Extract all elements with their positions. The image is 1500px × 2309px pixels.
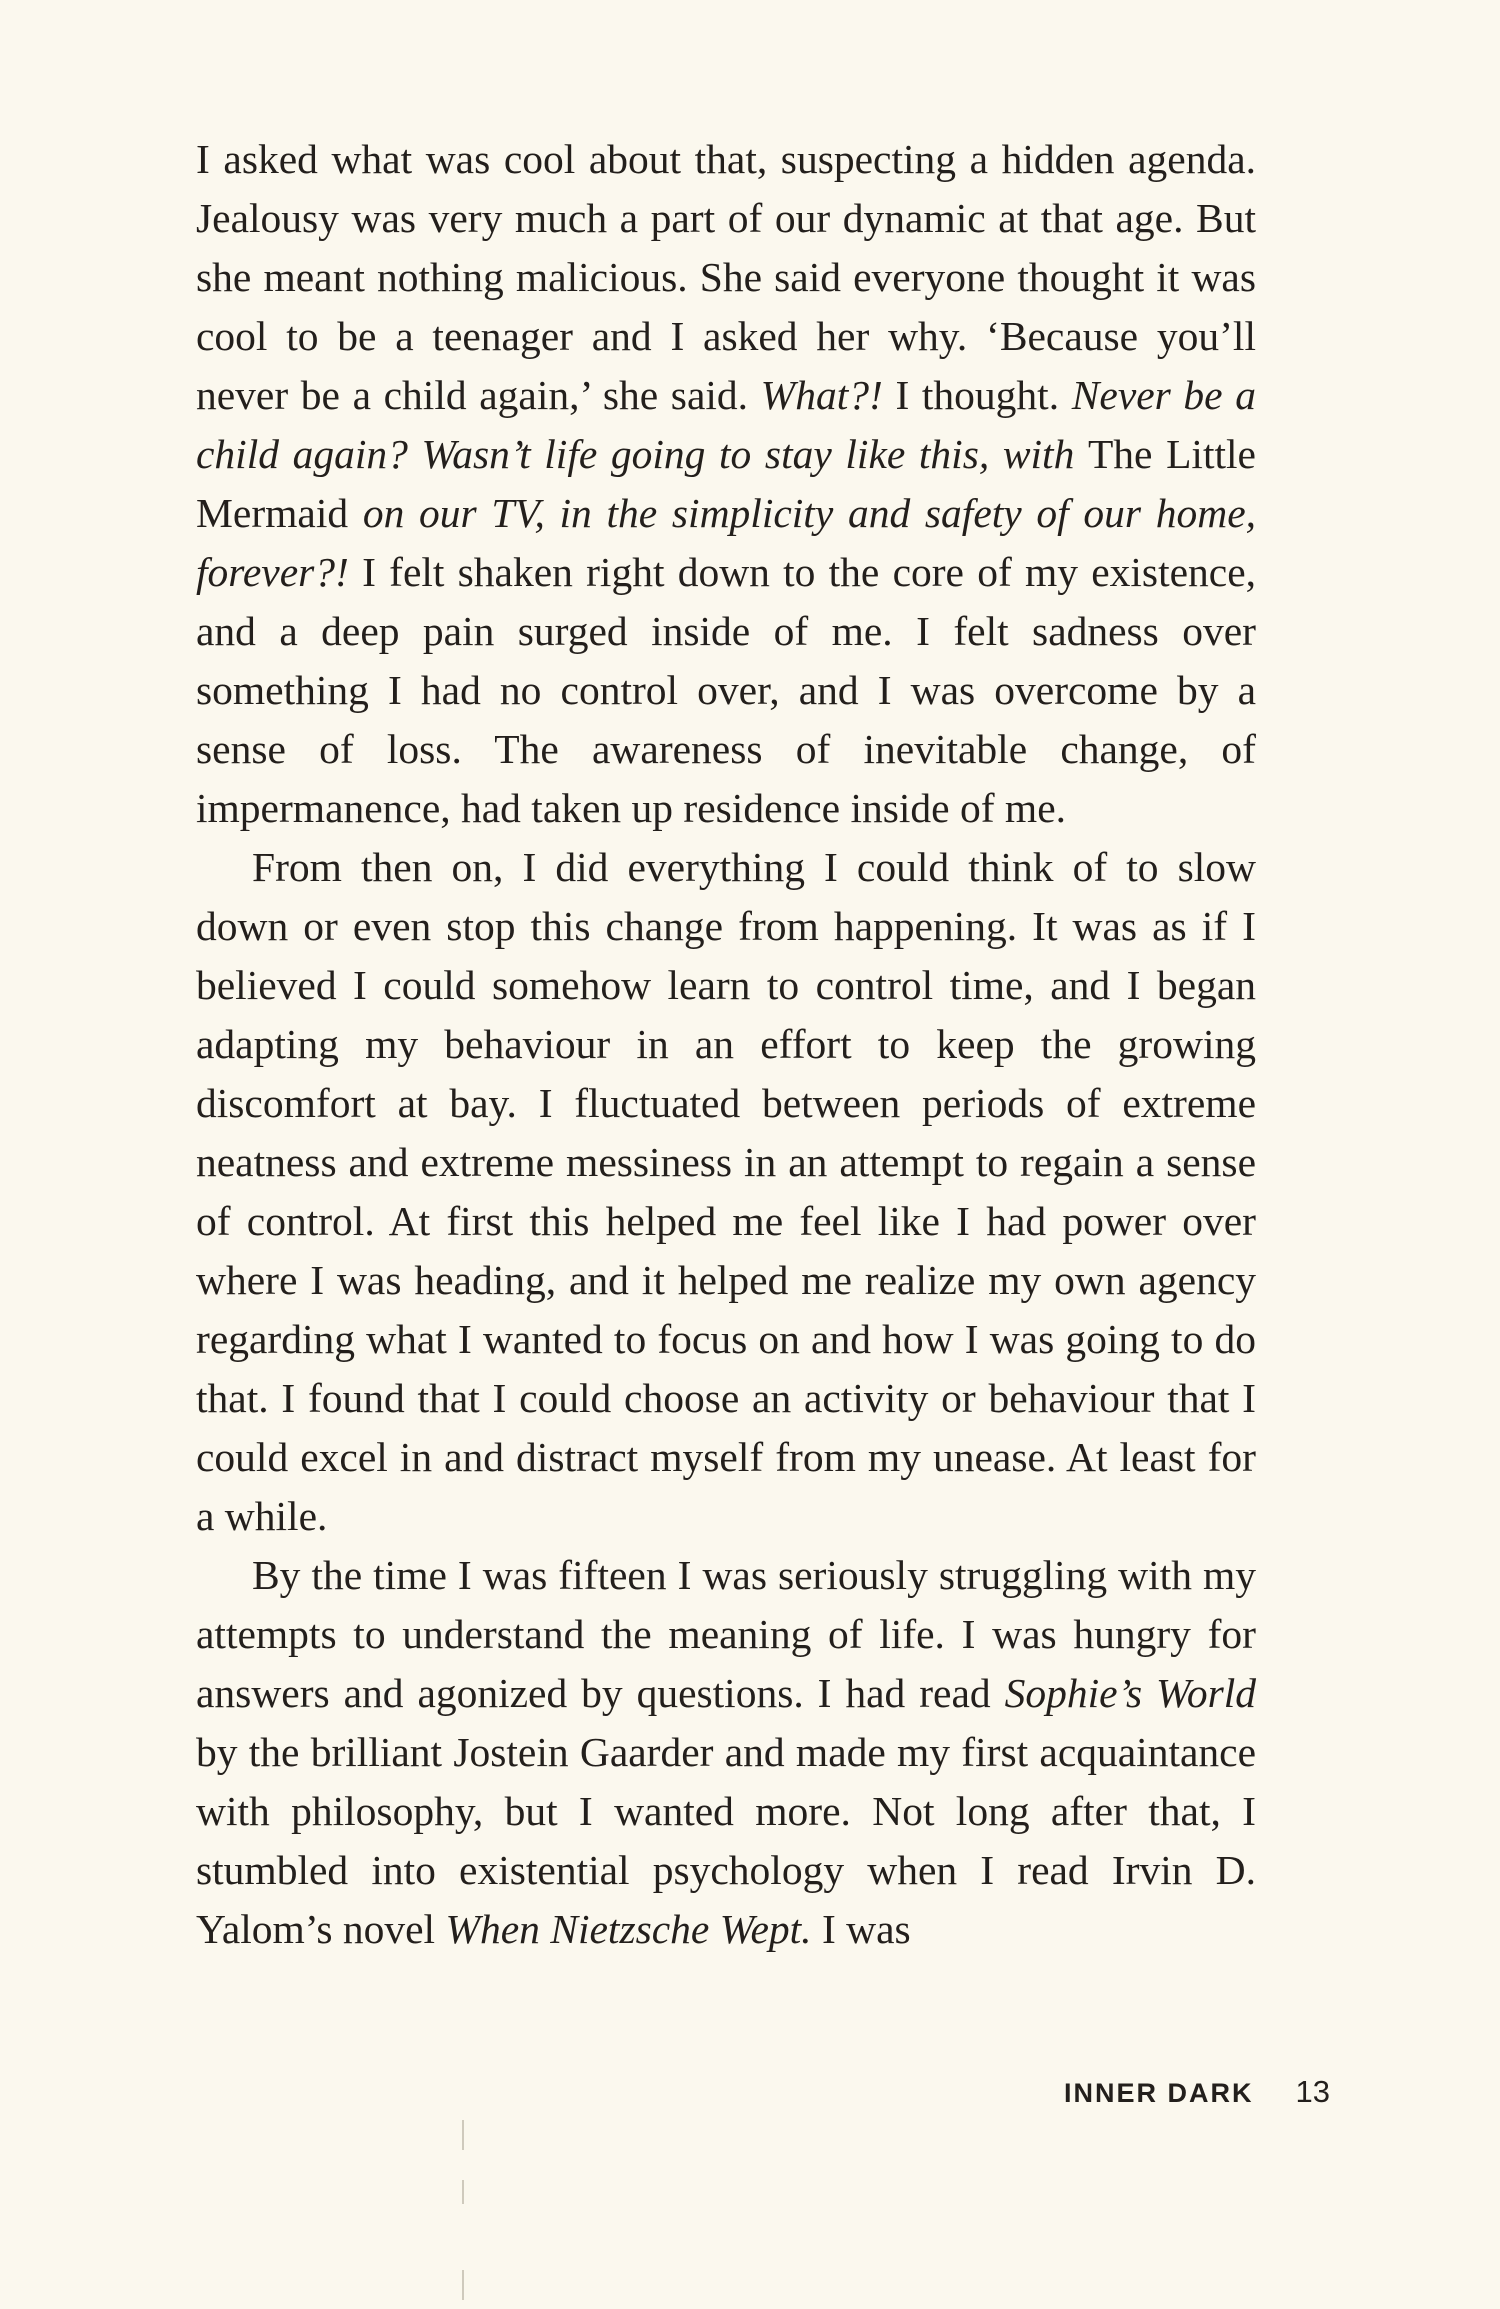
text-segment: I thought. bbox=[882, 372, 1072, 418]
paragraph-2 bbox=[196, 838, 1256, 1546]
body-text bbox=[196, 130, 1256, 1959]
text-segment: by the brilliant Jostein Gaarder and made my first acquaintance with philosophy, but I wanted more. Not long after that, I stumbled into existential psychology when I read Irvin D. Yalom’s novel bbox=[196, 1729, 1256, 1952]
text-segment-italic: When Nietzsche Wept. bbox=[445, 1906, 812, 1952]
running-head: INNER DARK bbox=[1064, 2078, 1254, 2108]
text-segment-italic: Sophie’s World bbox=[1004, 1670, 1256, 1716]
text-segment: By the time I was fifteen I was seriously struggling with my attempts to understand the meaning of life. I was hungry for answers and agonized by questions. I had read bbox=[196, 1552, 1256, 1716]
scan-mark bbox=[462, 2270, 464, 2300]
page-number: 13 bbox=[1295, 2074, 1330, 2109]
scan-mark bbox=[462, 2120, 464, 2150]
text-segment: The Little Mermaid bbox=[196, 431, 1256, 536]
text-segment: I asked what was cool about that, suspecting a hidden agenda. Jealousy was very much a part of our dynamic at that age. But she meant nothing malicious. She said everyone thought it was cool to be a teenager and I asked her why. ‘Because you’ll never be a child again,’ she said. bbox=[196, 136, 1256, 418]
paragraph-3 bbox=[196, 1546, 1256, 1959]
text-segment-italic: Never be a child again? Wasn’t life going to stay like this, with bbox=[196, 372, 1256, 477]
paragraph-1 bbox=[196, 130, 1256, 838]
page-footer bbox=[1064, 2074, 1330, 2110]
text-segment: I was bbox=[811, 1906, 911, 1952]
text-segment: I felt shaken right down to the core of my existence, and a deep pain surged inside of me. I felt sadness over something I had no control over, and I was overcome by a sense of loss. The awareness of inevitable change, of impermanence, had taken up residence inside of me. bbox=[196, 549, 1256, 831]
text-segment: From then on, I did everything I could think of to slow down or even stop this change from happening. It was as if I believed I could somehow learn to control time, and I began adapting my behaviour in an effort to keep the growing discomfort at bay. I fluctuated between periods of extreme neatness and extreme messiness in an attempt to regain a sense of control. At first this helped me feel like I had power over where I was heading, and it helped me realize my own agency regarding what I wanted to focus on and how I was going to do that. I found that I could choose an activity or behaviour that I could excel in and distract myself from my unease. At least for a while. bbox=[196, 844, 1256, 1539]
scan-mark bbox=[462, 2180, 464, 2204]
text-segment-italic: on our TV, in the simplicity and safety of our home, forever?! bbox=[196, 490, 1256, 595]
text-segment-italic: What?! bbox=[760, 372, 883, 418]
